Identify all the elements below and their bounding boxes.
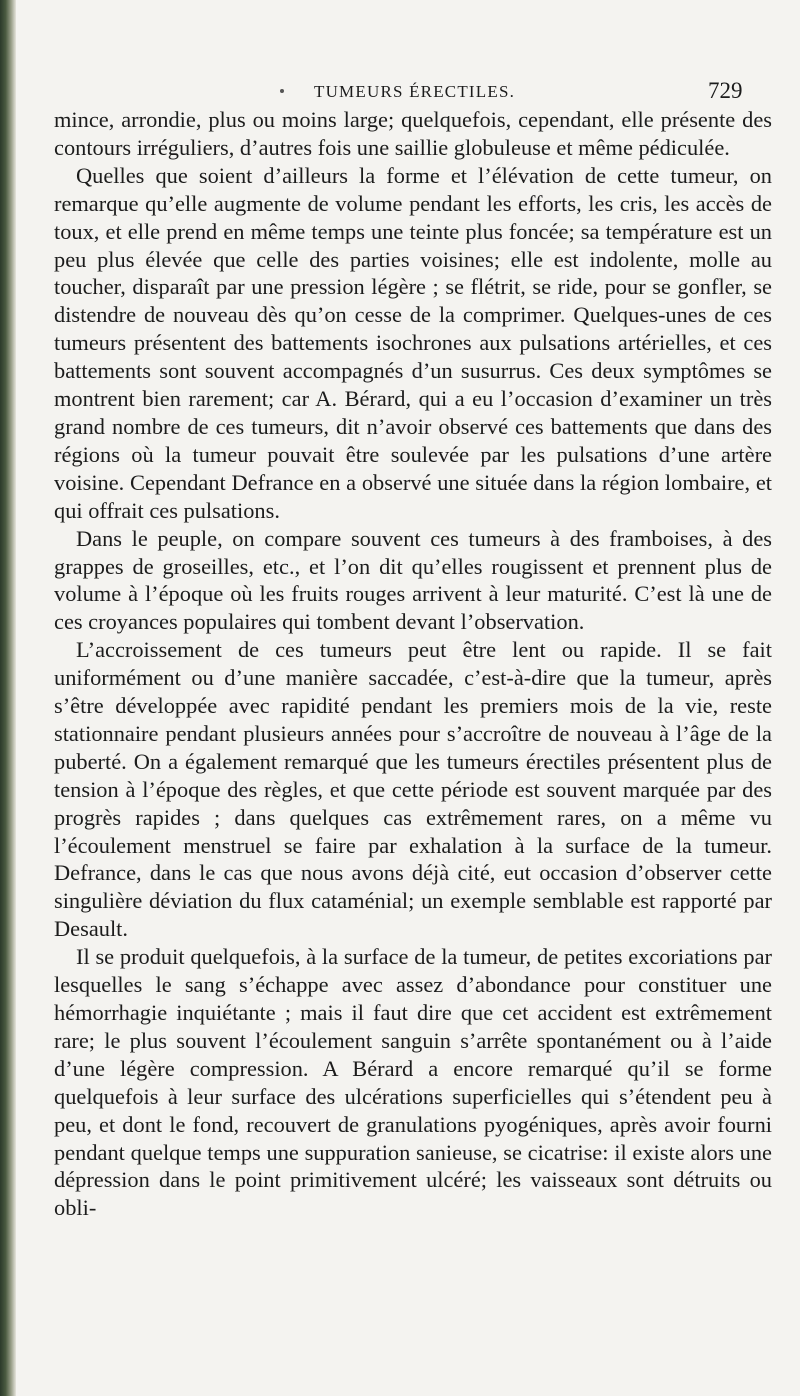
running-head: [0, 78, 800, 108]
header-ornament-dot: [280, 89, 284, 93]
page-number: 729: [708, 78, 743, 103]
paragraph-form-and-symptoms: Quelles que soient d’ailleurs la forme et l’élévation de cette tumeur, on remarque qu’elle augmente de volume pendant les efforts, les cris, les accès de toux, et elle prend en même temps une teinte plus foncée; sa température est un peu plus élevée que celle des parties voisines; elle est indolente, molle au toucher, disparaît par une pression légère ; se flétrit, se ride, pour se gonfler, se distendre de nouveau dès qu’on cesse de la comprimer. Quelques-unes de ces tumeurs présentent des battements isochrones aux pulsations artérielles, et ces battements sont souvent accompagnés d’un susurrus. Ces deux symptômes se montrent bien rarement; car A. Bérard, qui a eu l’occasion d’examiner un très grand nombre de ces tumeurs, dit n’avoir observé ces battements que dans des régions où la tumeur pouvait être soulevée par les pulsations d’une artère voisine. Cependant Defrance en a observé une située dans la région lombaire, et qui offrait ces pulsations.: [54, 162, 772, 523]
running-title: TUMEURS ÉRECTILES.: [314, 82, 516, 101]
page-binding-edge: [0, 0, 16, 1396]
paragraph-excoriations: Il se produit quelquefois, à la surface de la tumeur, de petites excoriations par lesquelles le sang s’échappe avec assez d’abondance pour constituer une hémorrhagie inquiétante ; mais il faut dire que cet accident est extrêmement rare; le plus souvent l’écoulement sanguin s’arrête spontanément ou à l’aide d’une légère compression. A Bérard a encore remarqué qu’il se forme quelquefois à leur surface des ulcérations superficielles qui s’étendent peu à peu, et dont le fond, recouvert de granulations pyogéniques, après avoir fourni pendant quelque temps une suppuration sanieuse, se cicatrise: il existe alors une dépression dans le point primitivement ulcéré; les vaisseaux sont détruits ou obli-: [54, 944, 772, 1221]
paragraph-growth: L’accroissement de ces tumeurs peut être lent ou rapide. Il se fait uniformément ou d’une manière saccadée, c’est-à-dire que la tumeur, après s’être développée avec rapidité pendant les premiers mois de la vie, reste stationnaire pendant plusieurs années pour s’accroître de nouveau à l’âge de la puberté. On a également remarqué que les tumeurs érectiles présentent plus de tension à l’époque des règles, et que cette période est souvent marquée par des progrès rapides ; dans quelques cas extrêmement rares, on a même vu l’écoulement menstruel se faire par exhalation à la surface de la tumeur. Defrance, dans le cas que nous avons déjà cité, eut occasion d’observer cette singulière déviation du flux cataménial; un exemple semblable est rapporté par Desault.: [54, 637, 772, 942]
paragraph-continuation: mince, arrondie, plus ou moins large; quelquefois, cependant, elle présente des contours irréguliers, d’autres fois une saillie globuleuse et même pédiculée.: [54, 107, 772, 160]
paragraph-popular-beliefs: Dans le peuple, on compare souvent ces tumeurs à des framboises, à des grappes de groseilles, etc., et l’on dit qu’elles rougissent et prennent plus de volume à l’époque où les fruits rouges arrivent à leur maturité. C’est là une de ces croyances populaires qui tombent devant l’observation.: [54, 525, 772, 635]
body-text: [54, 106, 772, 1222]
